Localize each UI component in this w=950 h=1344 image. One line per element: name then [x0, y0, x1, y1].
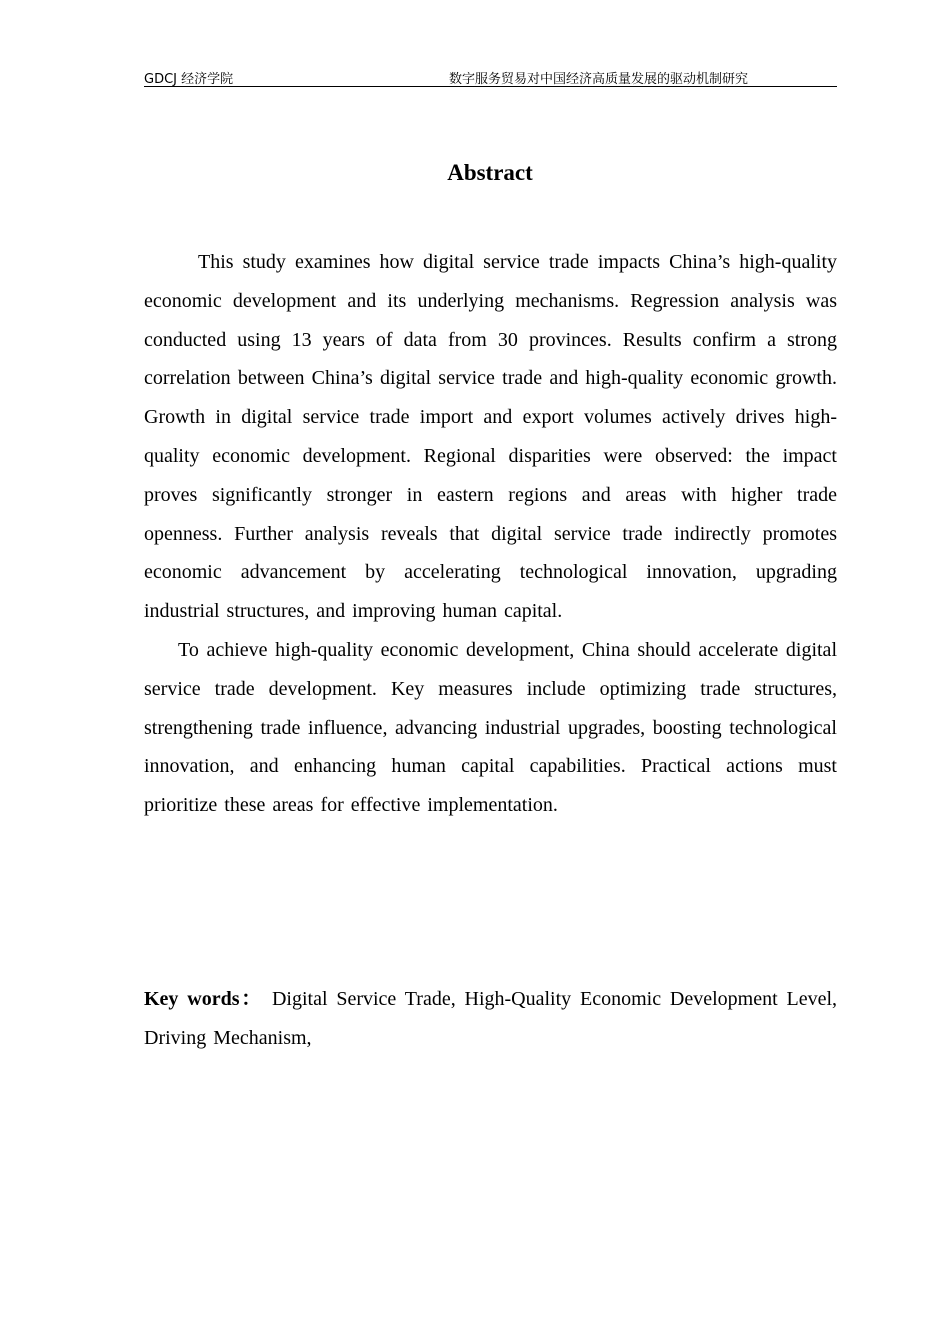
abstract-title: Abstract	[447, 160, 533, 185]
abstract-paragraph-1: This study examines how digital service trade impacts China’s high-quality economic development and its underlying mechanisms. Regression analysis was conducted using 13 years of data from 30 provinces. Results confirm a strong correlation between China’s digital service trade and high-quality economic growth. Growth in digital service trade import and export volumes actively drives high-quality economic development. Regional disparities were observed: the impact proves significantly stronger in eastern regions and areas with higher trade openness. Further analysis reveals that digital service trade indirectly promotes economic advancement by accelerating technological innovation, upgrading industrial structures, and improving human capital.	[144, 251, 837, 623]
header-institution: GDCJ 经济学院	[144, 72, 234, 87]
keywords-list: Digital Service Trade, High-Quality Economic Development Level, Driving Mechanism,	[144, 988, 837, 1049]
abstract-body	[144, 243, 837, 825]
page-header	[144, 66, 837, 87]
header-thesis-title: 数字服务贸易对中国经济高质量发展的驱动机制研究	[449, 72, 749, 87]
abstract-paragraph-2: To achieve high-quality economic development, China should accelerate digital service trade development. Key measures include optimizing trade structures, strengthening trade influence, advancing industrial upgrades, boosting technological innovation, and enhancing human capital capabilities. Practical actions must prioritize these areas for effective implementation.	[144, 638, 837, 817]
keywords-label: Key words：	[144, 988, 264, 1010]
keywords-section	[144, 980, 837, 1058]
